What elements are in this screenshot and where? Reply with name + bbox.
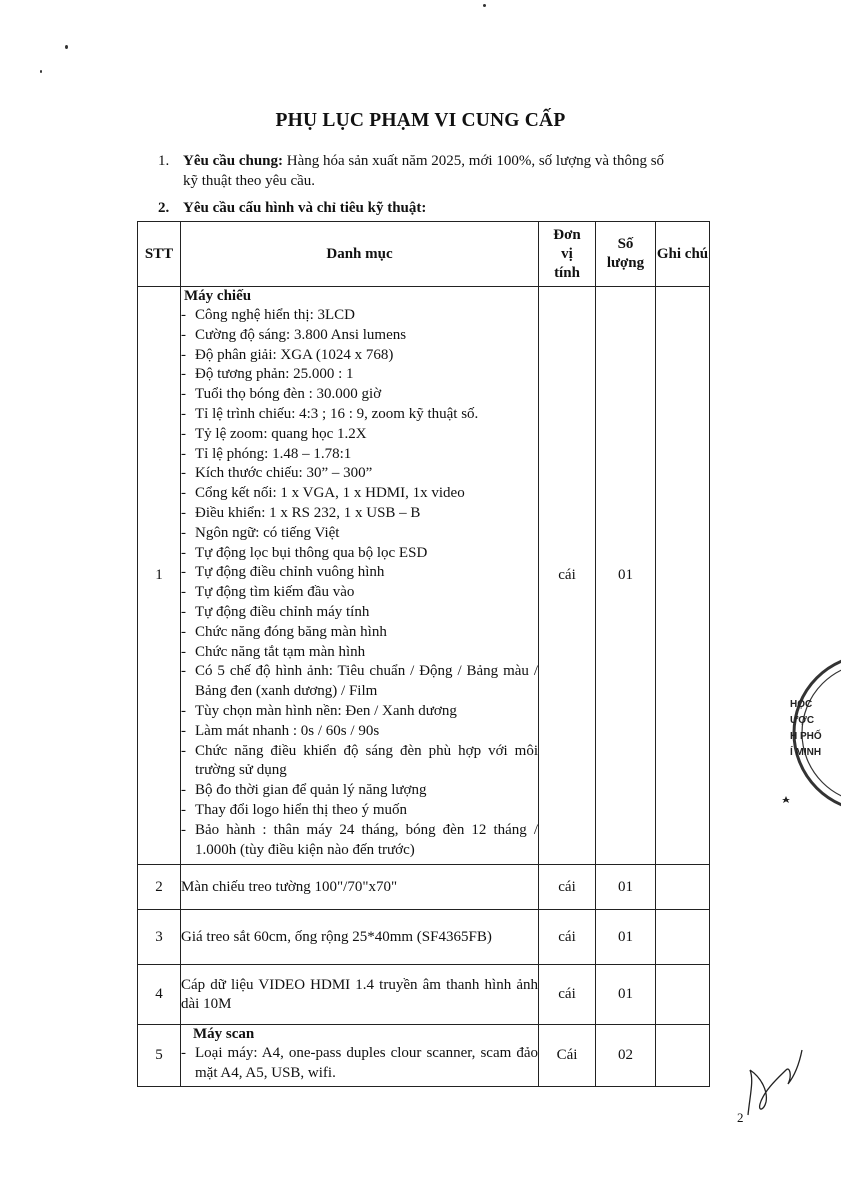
signature-initials [740,1040,810,1120]
requirement-label: Yêu cầu cấu hình và chỉ tiêu kỹ thuật: [183,200,427,216]
item-description: Giá treo sắt 60cm, ống rộng 25*40mm (SF4365FB) [181,928,492,945]
header-unit-line: Đơn [553,226,581,243]
header-unit-line: vị [561,245,573,262]
header-unit [539,222,596,287]
spec-item: - Chức năng tắt tạm màn hình [181,643,538,663]
cell-unit: cái [539,910,596,965]
spec-item: - Công nghệ hiển thị: 3LCD [181,306,538,326]
page-number: 2 [737,1110,744,1125]
spec-list [181,1044,538,1084]
seal-text [790,697,822,761]
cell-quantity: 01 [596,287,656,865]
cell-note [656,965,710,1025]
spec-item: - Tự động điều chỉnh máy tính [181,603,538,623]
header-qty-line: Số [617,236,634,252]
general-requirement [158,151,758,193]
spec-table [137,221,710,1087]
header-item: Danh mục [181,222,539,287]
cell-stt: 2 [138,865,181,910]
cell-item [181,965,539,1025]
cell-item [181,287,539,865]
spec-item: - Chức năng đóng băng màn hình [181,623,538,643]
header-quantity [596,222,656,287]
cell-item [181,910,539,965]
header-note: Ghi chú [656,222,710,287]
spec-item: - Độ phân giải: XGA (1024 x 768) [181,346,538,366]
cell-stt: 4 [138,965,181,1025]
header-unit-line: tính [554,264,580,281]
cell-quantity: 01 [596,965,656,1025]
table-row [138,910,710,965]
spec-item: - Cường độ sáng: 3.800 Ansi lumens [181,326,538,346]
spec-list [181,306,538,860]
requirement-body [183,151,758,191]
table-row [138,1025,710,1087]
spec-item: - Thay đổi logo hiển thị theo ý muốn [181,801,538,821]
requirement-text: Hàng hóa sản xuất năm 2025, mới 100%, số lượng và thông số [283,153,665,169]
spec-item: - Tỉ lệ phóng: 1.48 – 1.78:1 [181,445,538,465]
seal-line: HỌC [790,699,813,710]
cell-unit: cái [539,287,596,865]
scan-speck [65,45,68,49]
seal-line: ƯỢC [790,715,815,726]
spec-item: - Ngôn ngữ: có tiếng Việt [181,524,538,544]
spec-item: - Tùy chọn màn hình nền: Đen / Xanh dương [181,702,538,722]
spec-item: - Chức năng điều khiển độ sáng đèn phù hợp với môi trường sử dụng [181,742,538,782]
header-stt: STT [138,222,181,287]
spec-item: - Cổng kết nối: 1 x VGA, 1 x HDMI, 1x video [181,484,538,504]
item-name: Máy scan [193,1026,255,1042]
cell-unit: cái [539,965,596,1025]
spec-item: - Bảo hành : thân máy 24 tháng, bóng đèn 12 tháng / 1.000h (tùy điều kiện nào đến trước) [181,821,538,861]
table-header-row [138,222,710,287]
spec-item: - Tỷ lệ zoom: quang học 1.2X [181,425,538,445]
page-title: PHỤ LỤC PHẠM VI CUNG CẤP [275,110,566,131]
spec-item: - Bộ đo thời gian để quản lý năng lượng [181,781,538,801]
spec-item: - Có 5 chế độ hình ảnh: Tiêu chuẩn / Động / Bảng màu / Bảng đen (xanh dương) / Film [181,662,538,702]
spec-item: - Tuổi thọ bóng đèn : 30.000 giờ [181,385,538,405]
table-row [138,865,710,910]
cell-note [656,1025,710,1087]
cell-unit: Cái [539,1025,596,1087]
cell-item [181,1025,539,1087]
header-qty-line: lượng [606,255,645,271]
cell-stt: 5 [138,1025,181,1087]
spec-item: - Tự động lọc bụi thông qua bộ lọc ESD [181,544,538,564]
table-row [138,287,710,865]
spec-item: - Tự động tìm kiếm đầu vào [181,583,538,603]
spec-item: - Loại máy: A4, one-pass duples clour scanner, scam đảo mặt A4, A5, USB, wifi. [181,1044,538,1084]
requirement-text-line2: kỹ thuật theo yêu cầu. [183,173,316,189]
item-description: Cáp dữ liệu VIDEO HDMI 1.4 truyền âm thanh hình ảnh dài 10M [181,976,538,1012]
cell-quantity: 01 [596,865,656,910]
spec-item: - Tự động điều chỉnh vuông hình [181,563,538,583]
seal-line: H PHỐ [790,731,822,742]
scan-speck [483,4,486,7]
requirement-number: 1. [158,153,170,169]
official-seal [750,653,841,813]
cell-stt: 3 [138,910,181,965]
technical-requirement-heading [158,198,758,218]
seal-line: Í MINH [790,747,822,758]
item-name: Máy chiếu [184,288,252,304]
cell-note [656,865,710,910]
requirement-number: 2. [158,200,170,216]
item-description: Màn chiếu treo tường 100"/70"x70" [181,878,398,895]
requirement-label: Yêu cầu chung: [183,153,284,169]
spec-item: - Độ tương phản: 25.000 : 1 [181,365,538,385]
scan-speck [40,70,42,73]
spec-item: - Kích thước chiếu: 30” – 300” [181,464,538,484]
spec-item: - Tỉ lệ trình chiếu: 4:3 ; 16 : 9, zoom kỹ thuật số. [181,405,538,425]
cell-stt: 1 [138,287,181,865]
cell-note [656,910,710,965]
spec-item: - Làm mát nhanh : 0s / 60s / 90s [181,722,538,742]
table-row [138,965,710,1025]
cell-unit: cái [539,865,596,910]
cell-quantity: 02 [596,1025,656,1087]
cell-quantity: 01 [596,910,656,965]
cell-item [181,865,539,910]
cell-note [656,287,710,865]
spec-item: - Điều khiển: 1 x RS 232, 1 x USB – B [181,504,538,524]
